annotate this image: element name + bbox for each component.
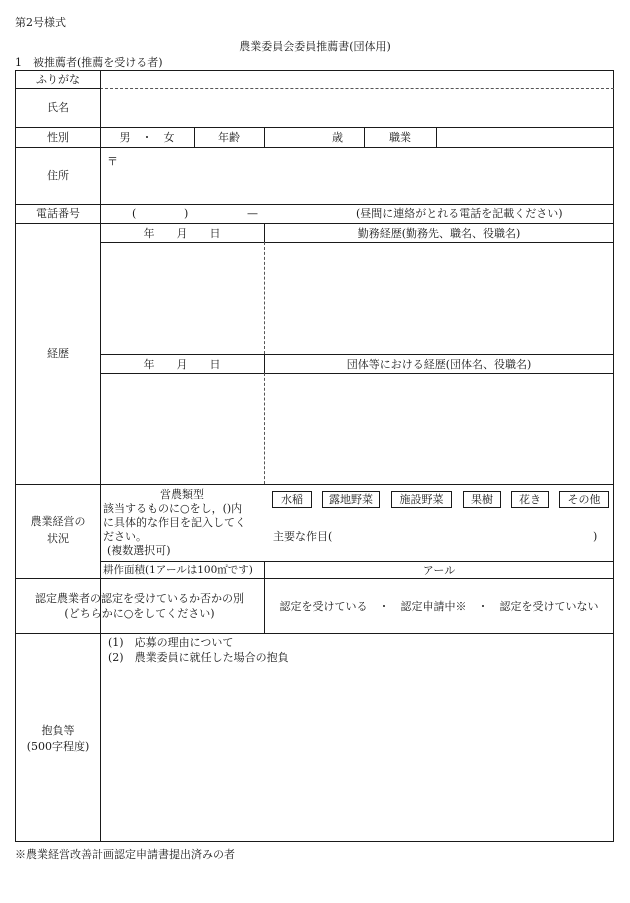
footnote: ※農業経営改善計画認定申請書提出済みの者 [15, 848, 235, 861]
career-row-bottom [15, 484, 614, 485]
career-date-header-2: 年 月 日 [143, 358, 221, 371]
label-career: 経歴 [47, 347, 69, 360]
farm-type-desc-1: 該当するものに○をし，()内 [103, 502, 243, 515]
label-name: 氏名 [47, 101, 69, 114]
crop-option-field-vegetables[interactable]: 露地野菜 [322, 491, 380, 508]
group-history-header: 団体等における経歴(団体名、役職名) [346, 358, 532, 371]
gender-options[interactable]: 男 ・ 女 [119, 131, 175, 144]
address-row-bottom [15, 204, 614, 205]
reason-2: (2) 農業委員に就任した場合の抱負 [108, 651, 289, 664]
gender-divider-2 [264, 127, 265, 147]
crop-option-flowers[interactable]: 花き [511, 491, 549, 508]
career-header-2-bottom [100, 373, 614, 374]
farm-type-desc-2: に具体的な作目を記入してく [103, 516, 246, 529]
farm-type-bottom [100, 561, 614, 562]
career-header-2-top [100, 354, 614, 355]
gender-divider-4 [436, 127, 437, 147]
gender-row-bottom [15, 147, 614, 148]
farm-type-desc-4: (複数選択可) [107, 544, 171, 557]
farm-type-desc-3: ださい。 [103, 530, 147, 543]
section-title: 1 被推薦者(推薦を受ける者) [15, 56, 163, 69]
cert-label-mask [16, 579, 100, 633]
crop-option-greenhouse-vegetables[interactable]: 施設野菜 [391, 491, 452, 508]
main-crop-label: 主要な作目( [273, 530, 333, 543]
label-gender: 性別 [47, 131, 69, 144]
career-body-2-divider [264, 373, 265, 484]
career-date-header-1: 年 月 日 [143, 227, 221, 240]
age-unit: 歳 [332, 131, 343, 144]
phone-paren-open: ( [132, 207, 137, 220]
furigana-divider [100, 88, 614, 89]
form-number: 第2号様式 [15, 16, 66, 29]
postal-mark: 〒 [107, 155, 118, 168]
phone-dash: — [247, 207, 258, 220]
label-aspiration: 抱負等 [41, 724, 75, 737]
label-furigana: ふりがな [36, 73, 80, 86]
main-crop-close: ) [593, 530, 598, 543]
farm-type-title: 営農類型 [160, 488, 204, 501]
work-history-header: 勤務経歴(勤務先、職名、役職名) [357, 227, 521, 240]
cert-options[interactable]: 認定を受けている ・ 認定申請中※ ・ 認定を受けていない [279, 600, 599, 613]
phone-paren-close: ) [184, 207, 189, 220]
reason-1: (1) 応募の理由について [108, 636, 234, 649]
crop-option-other[interactable]: その他 [559, 491, 609, 508]
career-header-1-bottom [100, 242, 614, 243]
form-title: 農業委員会委員推薦書(団体用) [239, 40, 391, 53]
furigana-divider-left [15, 88, 101, 89]
name-row-bottom [15, 127, 614, 128]
phone-row-bottom [15, 223, 614, 224]
label-farm-status-2: 状況 [47, 532, 69, 545]
label-phone: 電話番号 [36, 207, 80, 220]
label-cert-1: 認定農業者の認定を受けているか否かの別 [35, 592, 244, 605]
label-occupation: 職業 [389, 131, 411, 144]
cultivated-area-label: 耕作面積(1アールは100㎡です) [103, 564, 253, 576]
label-farm-status: 農業経営の [30, 515, 86, 528]
phone-note: (昼間に連絡がとれる電話を記載ください) [356, 207, 563, 220]
label-cert-2: (どちらかに○をしてください) [64, 607, 215, 620]
cert-row-bottom [15, 633, 614, 634]
crop-option-fruit[interactable]: 果樹 [463, 491, 501, 508]
label-address: 住所 [47, 169, 69, 182]
label-age: 年齢 [218, 131, 240, 144]
area-unit: アール [422, 564, 456, 577]
label-aspiration-2: (500字程度) [26, 740, 90, 753]
form-frame [15, 70, 614, 842]
crop-option-rice[interactable]: 水稲 [272, 491, 312, 508]
farm-row-bottom [15, 578, 614, 579]
career-body-1-divider [264, 242, 265, 354]
